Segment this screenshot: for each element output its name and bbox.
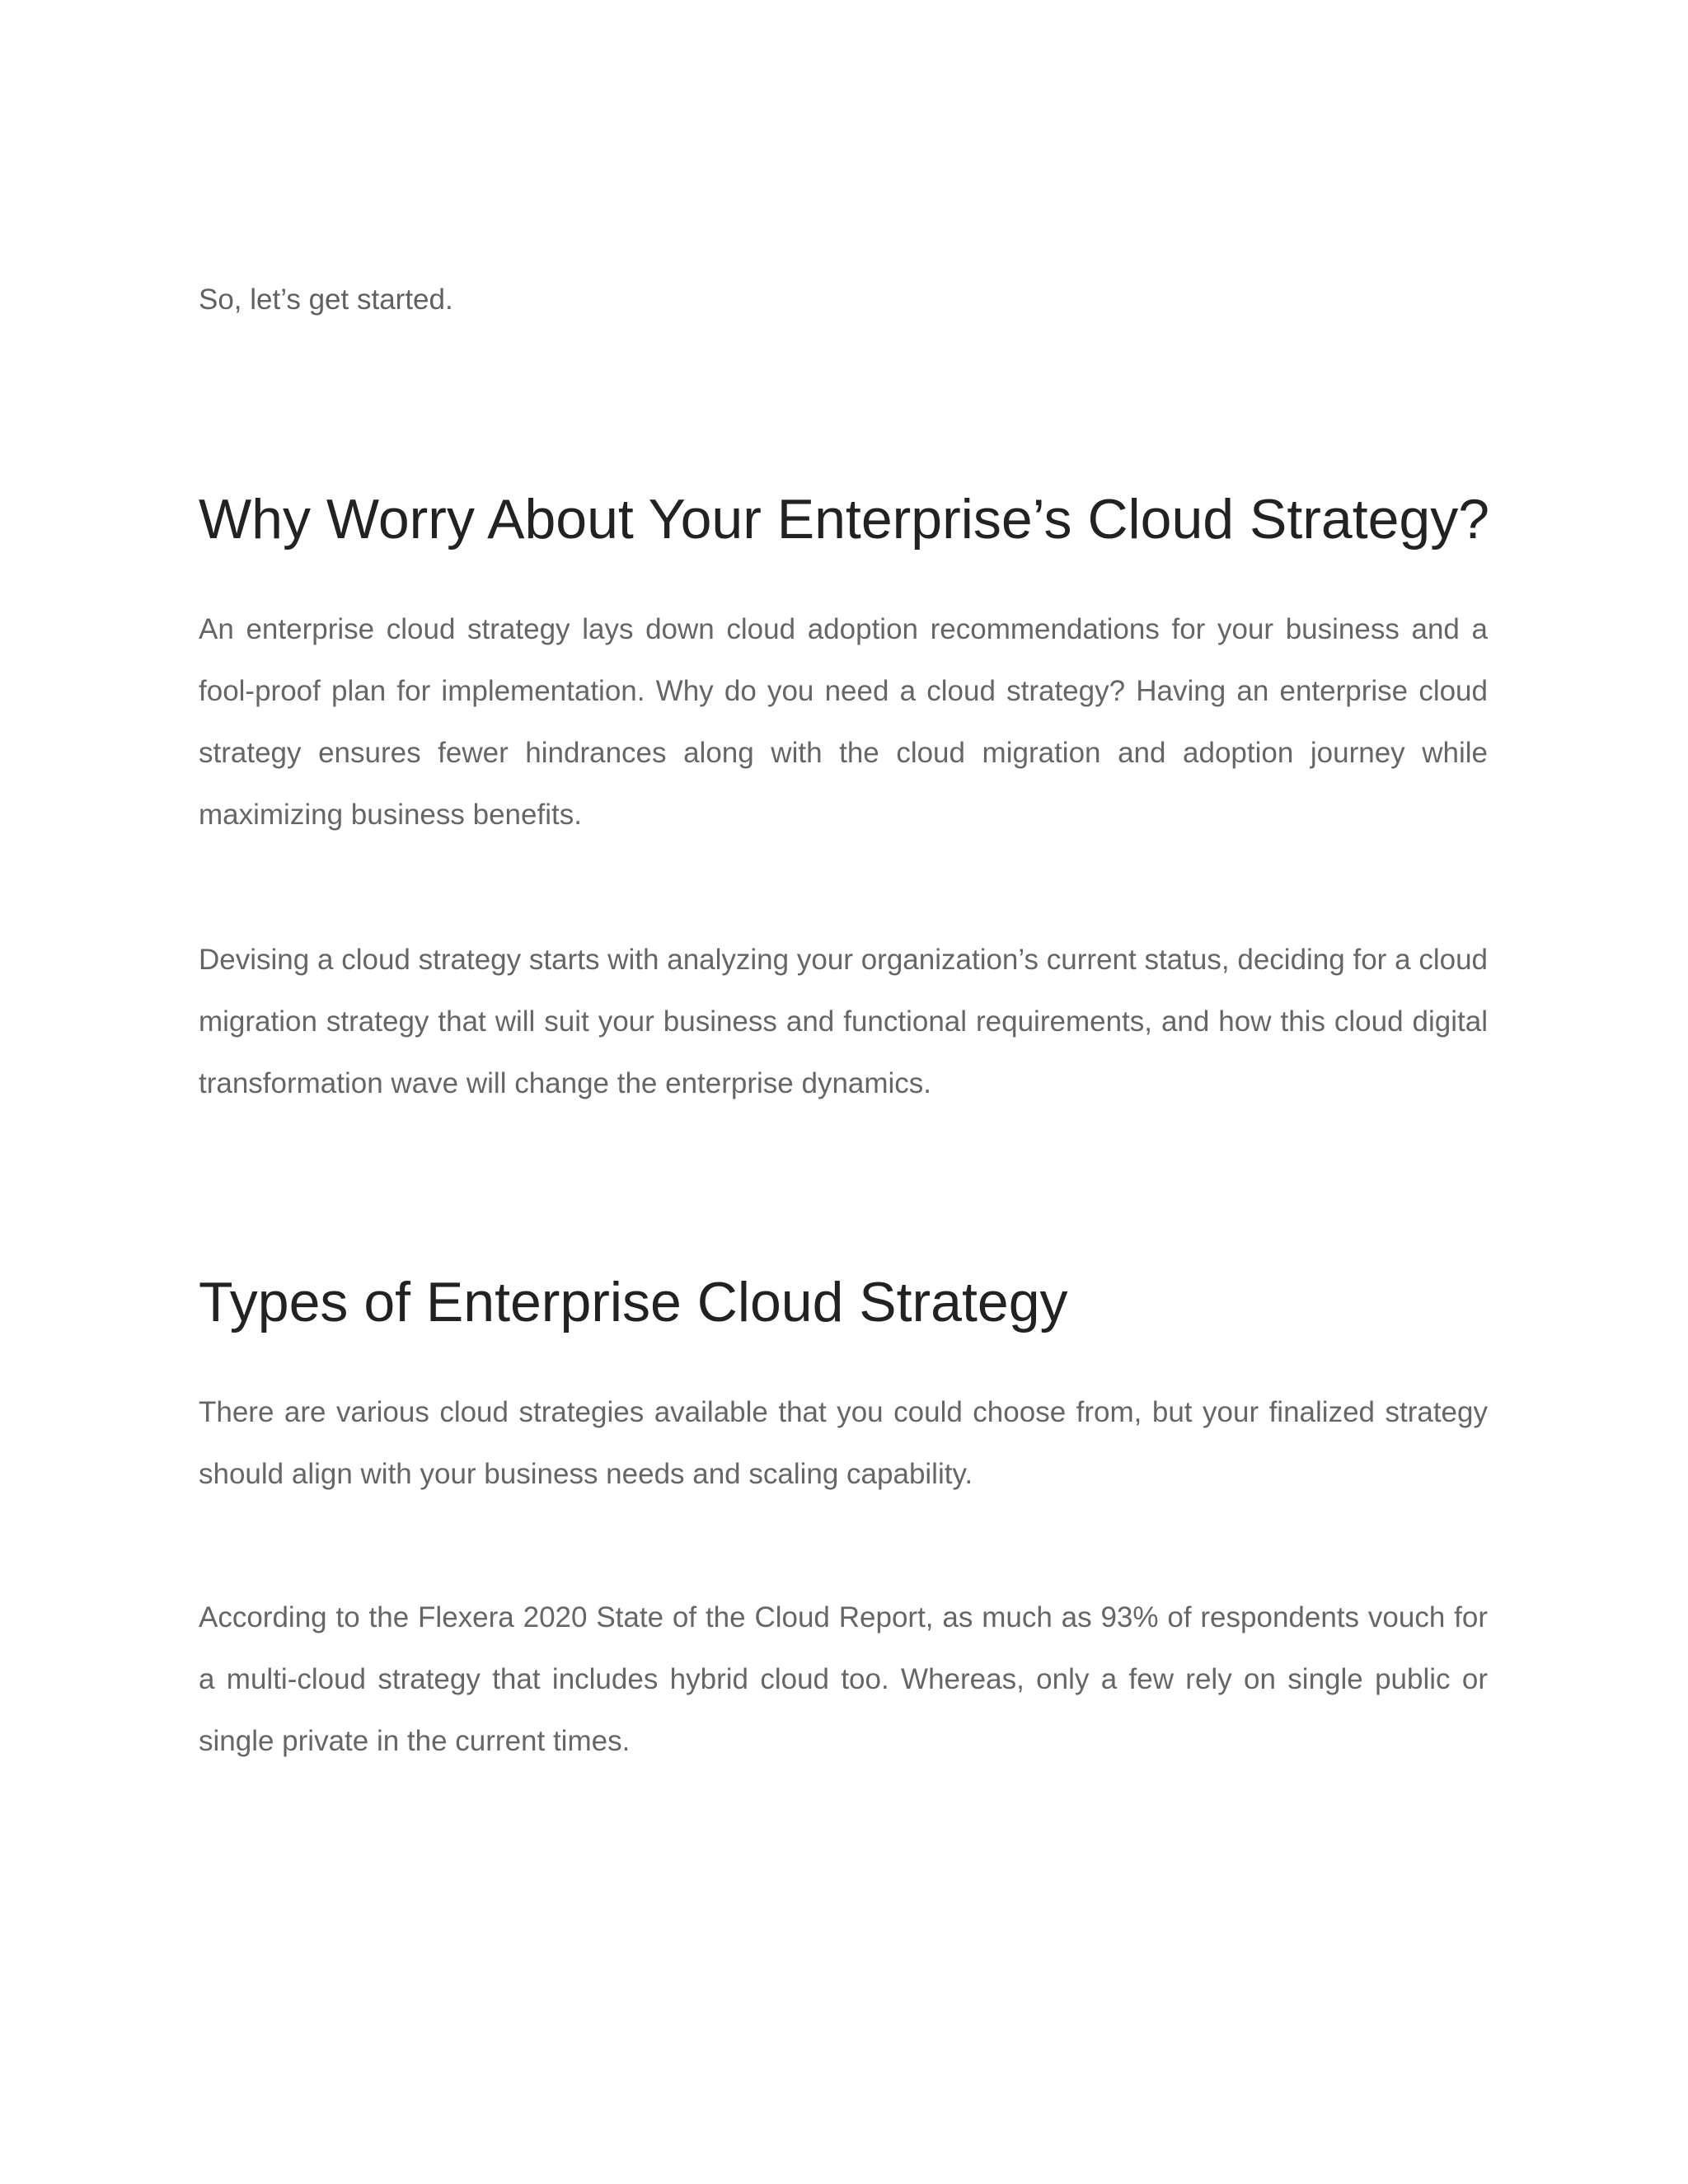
paragraph-various-strategies: There are various cloud strategies available that you could choose from, but your finalized strategy should align with your business needs and scaling capability. [199, 1396, 1488, 1490]
section-heading-types: Types of Enterprise Cloud Strategy [199, 1271, 1068, 1333]
section-heading-why-worry: Why Worry About Your Enterprise’s Cloud Strategy? [199, 488, 1490, 551]
intro-text: So, let’s get started. [199, 284, 453, 316]
paragraph-cloud-strategy-definition: An enterprise cloud strategy lays down cloud adoption recommendations for your business and a fool-proof plan for implementation. Why do you need a cloud strategy? Having an enterprise cloud strategy ensures fewer hindrances along with the cloud migration and adoption journey while maximizing business benefits. [199, 613, 1488, 831]
paragraph-flexera-report: According to the Flexera 2020 State of the Cloud Report, as much as 93% of respondents vouch for a multi-cloud strategy that includes hybrid cloud too. Whereas, only a few rely on single public or single private in the current times. [199, 1601, 1488, 1757]
paragraph-devising-strategy: Devising a cloud strategy starts with analyzing your organization’s current status, deciding for a cloud migration strategy that will suit your business and functional requirements, and how this cloud digital transformation wave will change the enterprise dynamics. [199, 944, 1488, 1099]
